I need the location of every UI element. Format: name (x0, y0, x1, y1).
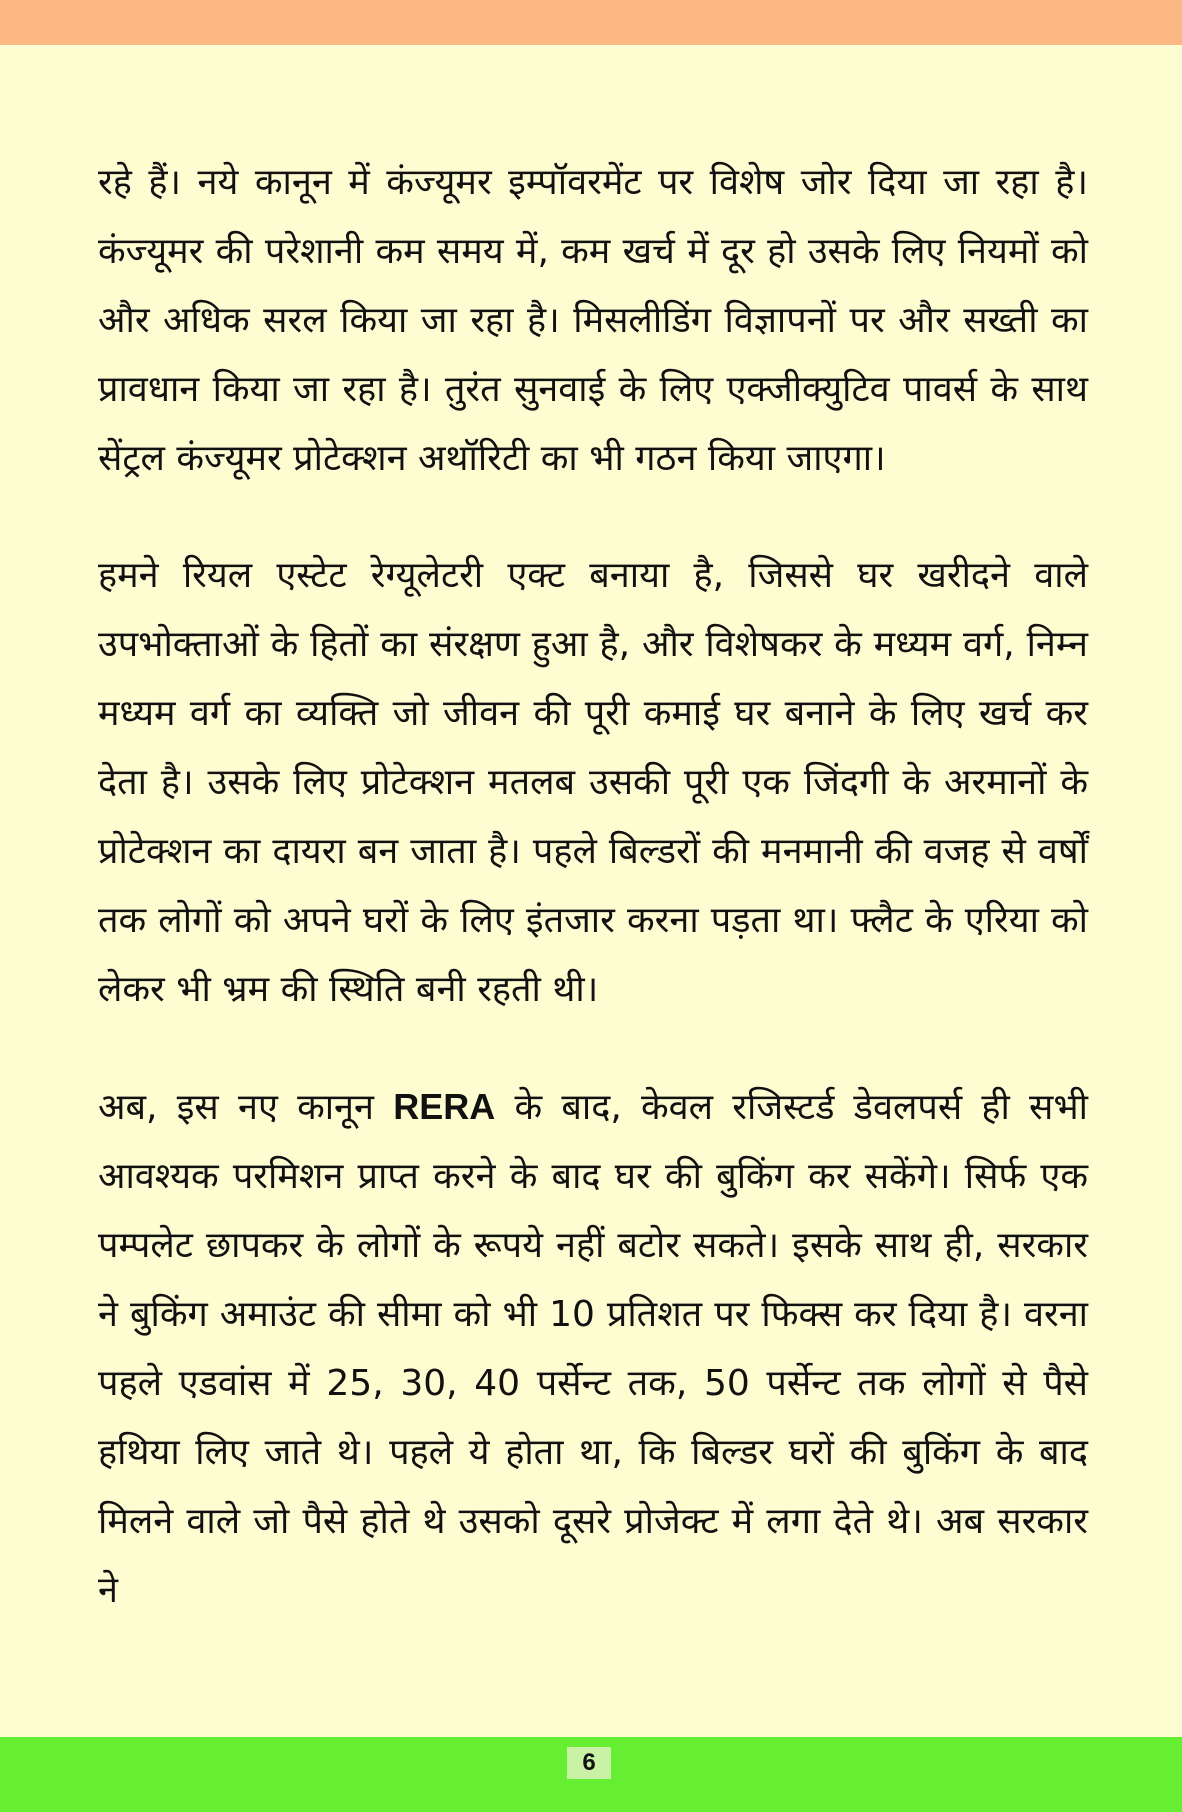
page-body (98, 148, 1088, 1673)
paragraph-real-estate-act: हमने रियल एस्टेट रेग्यूलेटरी एक्ट बनाया है, जिससे घर खरीदने वाले उपभोक्ताओं के हितों का संरक्षण हुआ है, और विशेषकर के मध्यम वर्ग, निम्न मध्यम वर्ग का व्यक्ति जो जीवन की पूरी कमाई घर बनाने के लिए खर्च कर देता है। उसके लिए प्रोटेक्शन मतलब उसकी पूरी एक जिंदगी के अरमानों के प्रोटेक्शन का दायरा बन जाता है। पहले बिल्डरों की मनमानी की वजह से वर्षों तक लोगों को अपने घरों के लिए इंतजार करना पड़ता था। फ्लैट के एरिया को लेकर भी भ्रम की स्थिति बनी रहती थी। (98, 555, 1088, 1010)
rera-term: RERA (393, 1086, 496, 1127)
paragraph-rera (98, 1072, 1088, 1625)
paragraph-rera-start: अब, इस नए कानून (98, 1087, 394, 1128)
paragraph-rera-end: के बाद, केवल रजिस्टर्ड डेवलपर्स ही सभी आवश्यक परमिशन प्राप्त करने के बाद घर की बुकिंग कर सकेंगे। सिर्फ एक पम्पलेट छापकर के लोगों के रूपये नहीं बटोर सकते। इसके साथ ही, सरकार ने बुकिंग अमाउंट की सीमा को भी 10 प्रतिशत पर फिक्स कर दिया है। वरना पहले एडवांस में 25, 30, 40 पर्सेन्ट तक, 50 पर्सेन्ट तक लोगों से पैसे हथिया लिए जाते थे। पहले ये होता था, कि बिल्डर घरों की बुकिंग के बाद मिलने वाले जो पैसे होते थे उसको दूसरे प्रोजेक्ट में लगा देते थे। अब सरकार ने (98, 1087, 1089, 1611)
top-color-band (0, 0, 1182, 45)
paragraph-consumer-protection: रहे हैं। नये कानून में कंज्यूमर इम्पॉवरमेंट पर विशेष जोर दिया जा रहा है। कंज्यूमर की परेशानी कम समय में, कम खर्च में दूर हो उसके लिए नियमों को और अधिक सरल किया जा रहा है। मिसलीडिंग विज्ञापनों पर और सख्ती का प्रावधान किया जा रहा है। तुरंत सुनवाई के लिए एक्जीक्युटिव पावर्स के साथ सेंट्रल कंज्यूमर प्रोटेक्शन अथॉरिटी का भी गठन किया जाएगा। (98, 162, 1088, 479)
page-number: 6 (567, 1747, 611, 1779)
